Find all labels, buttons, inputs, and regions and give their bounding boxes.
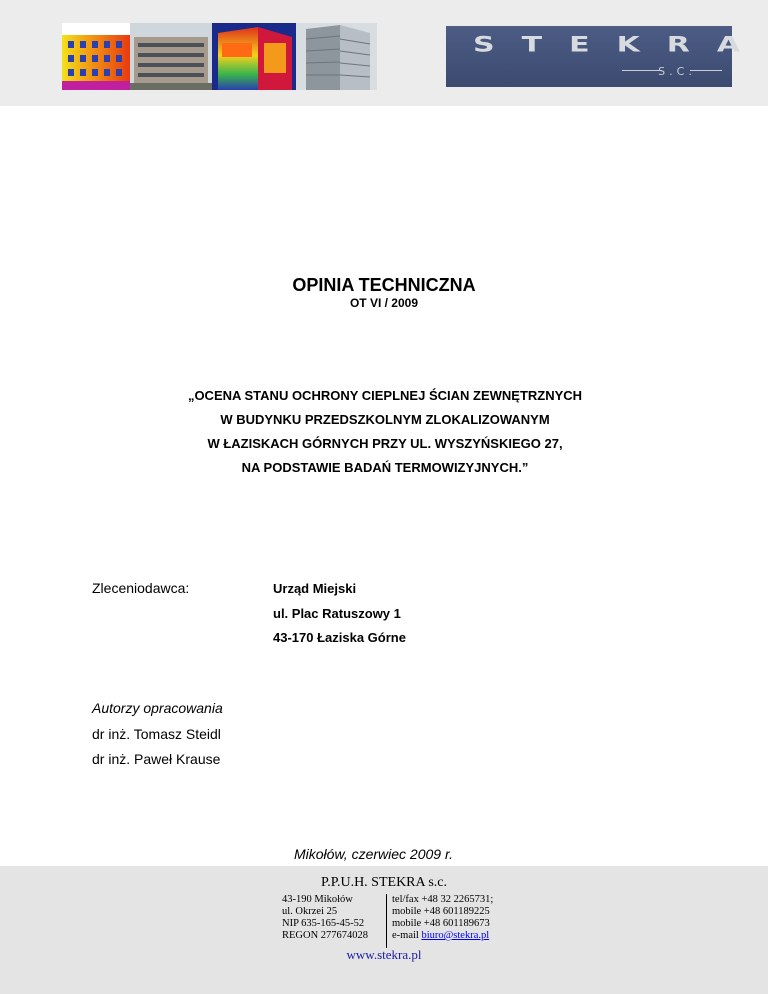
author-name: dr inż. Paweł Krause [92,751,221,767]
report-subject [140,384,630,480]
client-city: 43-170 Łaziska Górne [273,630,406,645]
footer-address [282,894,368,942]
footer-divider [386,894,387,948]
subject-line: W ŁAZISKACH GÓRNYCH PRZY UL. WYSZYŃSKIEGO 27, [207,436,563,451]
contact-line: mobile +48 601189673 [392,918,490,929]
thermal-facade-photo [62,23,130,90]
logo-wordmark: STEKRA [473,32,768,58]
subject-line: W BUDYNKU PRZEDSZKOLNYM ZLOKALIZOWANYM [220,412,550,427]
footer-contact [392,894,493,942]
email-prefix: e-mail [392,930,422,941]
office-building-photo [130,23,212,90]
address-line: NIP 635-165-45-52 [282,918,365,929]
document-title: OPINIA TECHNICZNA [292,275,476,295]
address-line: REGON 277674028 [282,930,369,941]
contact-email-line [392,930,493,942]
client-street: ul. Plac Ratuszowy 1 [273,606,401,621]
authors-label: Autorzy opracowania [92,700,223,716]
contact-line: mobile +48 601189225 [392,906,490,917]
place-and-date: Mikołów, czerwiec 2009 r. [294,846,453,862]
address-line: ul. Okrzei 25 [282,906,338,917]
client-name: Urząd Miejski [273,581,357,596]
subject-line: NA PODSTAWIE BADAŃ TERMOWIZYJNYCH.” [241,460,529,475]
document-number: OT VI / 2009 [349,296,419,310]
glass-building-photo [296,23,377,90]
client-label: Zleceniodawca: [92,580,190,596]
thermal-corner-photo [212,23,296,90]
website-link[interactable]: www.stekra.pl [346,947,422,962]
author-name: dr inż. Tomasz Steidl [92,726,221,742]
logo-subtitle: S.C. [658,65,696,78]
subject-line: „OCENA STANU OCHRONY CIEPLNEJ ŚCIAN ZEWNĘTRZNYCH [187,388,583,403]
footer-company-name: P.P.U.H. STEKRA s.c. [320,875,448,890]
contact-line: tel/fax +48 32 2265731; [392,894,494,905]
header-photo-strip [62,23,377,90]
email-link[interactable]: biuro@stekra.pl [421,930,490,941]
address-line: 43-190 Mikołów [282,894,353,905]
stekra-logo [446,26,768,87]
